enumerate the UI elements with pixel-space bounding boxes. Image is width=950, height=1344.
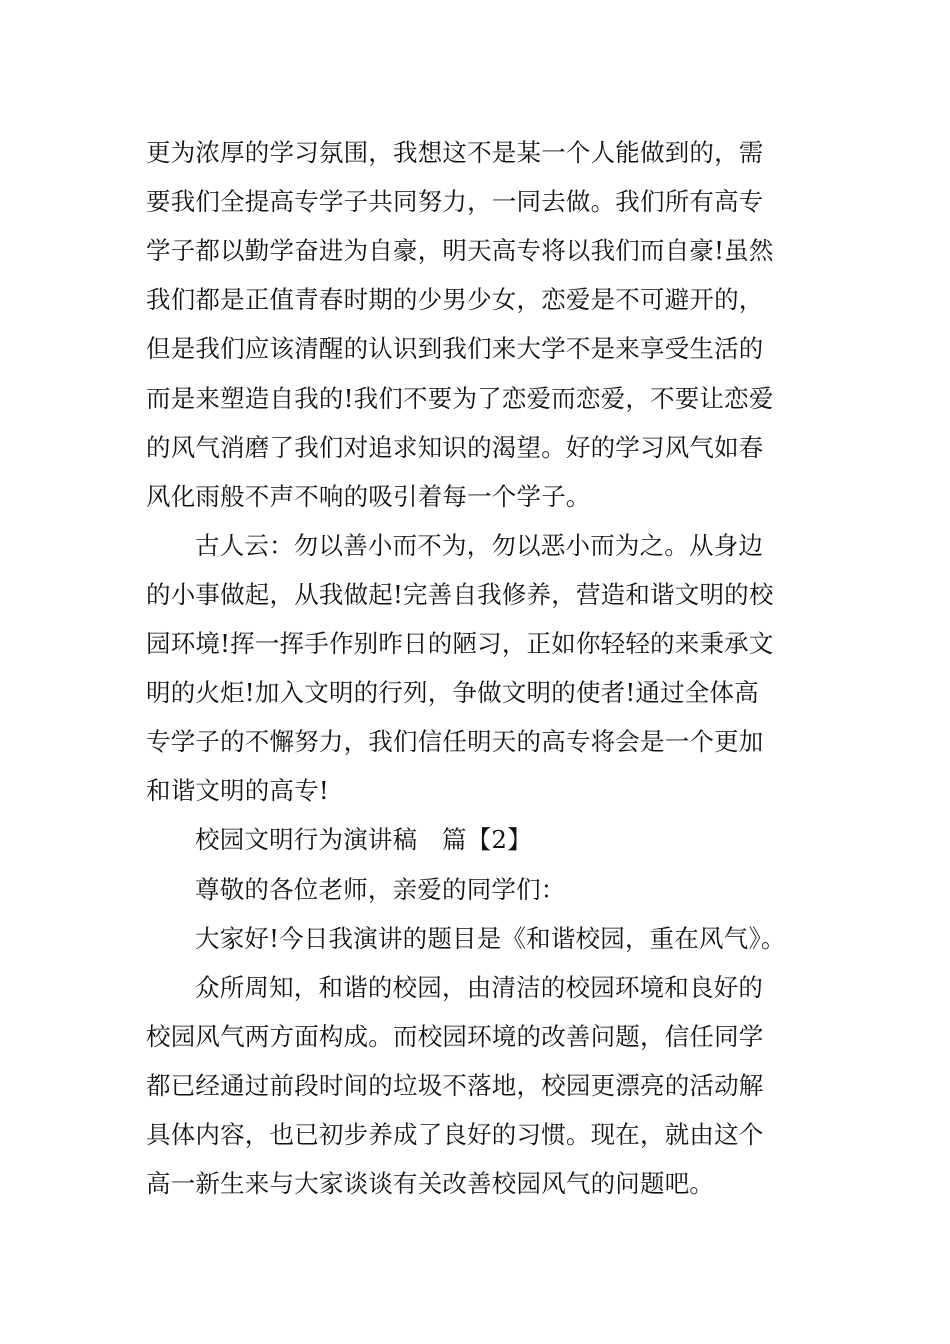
text-line: 众所周知，和谐的校园，由清洁的校园环境和良好的 [195, 972, 764, 1002]
text-line: 校园风气两方面构成。而校园环境的改善问题，信任同学 [146, 1021, 764, 1051]
text-line: 大家好!今日我演讲的题目是《和谐校园，重在风气》。 [195, 923, 786, 953]
text-line: 我们都是正值青春时期的少男少女，恋爱是不可避开的， [146, 285, 764, 315]
text-line: 尊敬的各位老师，亲爱的同学们： [195, 874, 566, 904]
text-line: 但是我们应该清醒的认识到我们来大学不是来享受生活的 [146, 334, 764, 364]
text-line: 校园文明行为演讲稿 篇【2】 [195, 825, 532, 855]
text-line: 古人云：勿以善小而不为，勿以恶小而为之。从身边 [195, 530, 764, 560]
text-line: 园环境!挥一挥手作别昨日的陋习，正如你轻轻的来秉承文 [146, 629, 774, 658]
text-line: 要我们全提高专学子共同努力，一同去做。我们所有高专 [146, 187, 764, 217]
text-line: 学子都以勤学奋进为自豪，明天高专将以我们而自豪!虽然 [146, 236, 774, 266]
text-line: 和谐文明的高专! [146, 776, 329, 806]
text-line: 高一新生来与大家谈谈有关改善校园风气的问题吧。 [146, 1169, 715, 1199]
text-line: 的小事做起，从我做起!完善自我修养，营造和谐文明的校 [146, 579, 774, 609]
text-line: 明的火炬!加入文明的行列，争做文明的使者!通过全体高 [146, 678, 759, 708]
text-line: 具体内容，也已初步养成了良好的习惯。现在，就由这个 [146, 1120, 764, 1149]
text-line: 专学子的不懈努力，我们信任明天的高专将会是一个更加 [146, 727, 764, 757]
text-line: 都已经通过前段时间的垃圾不落地，校园更漂亮的活动解 [146, 1070, 764, 1100]
text-line: 更为浓厚的学习氛围，我想这不是某一个人能做到的，需 [146, 138, 764, 167]
text-line: 风化雨般不声不响的吸引着每一个学子。 [146, 481, 591, 511]
text-line: 的风气消磨了我们对追求知识的渴望。好的学习风气如春 [146, 432, 764, 462]
text-line: 而是来塑造自我的!我们不要为了恋爱而恋爱，不要让恋爱 [146, 383, 774, 413]
